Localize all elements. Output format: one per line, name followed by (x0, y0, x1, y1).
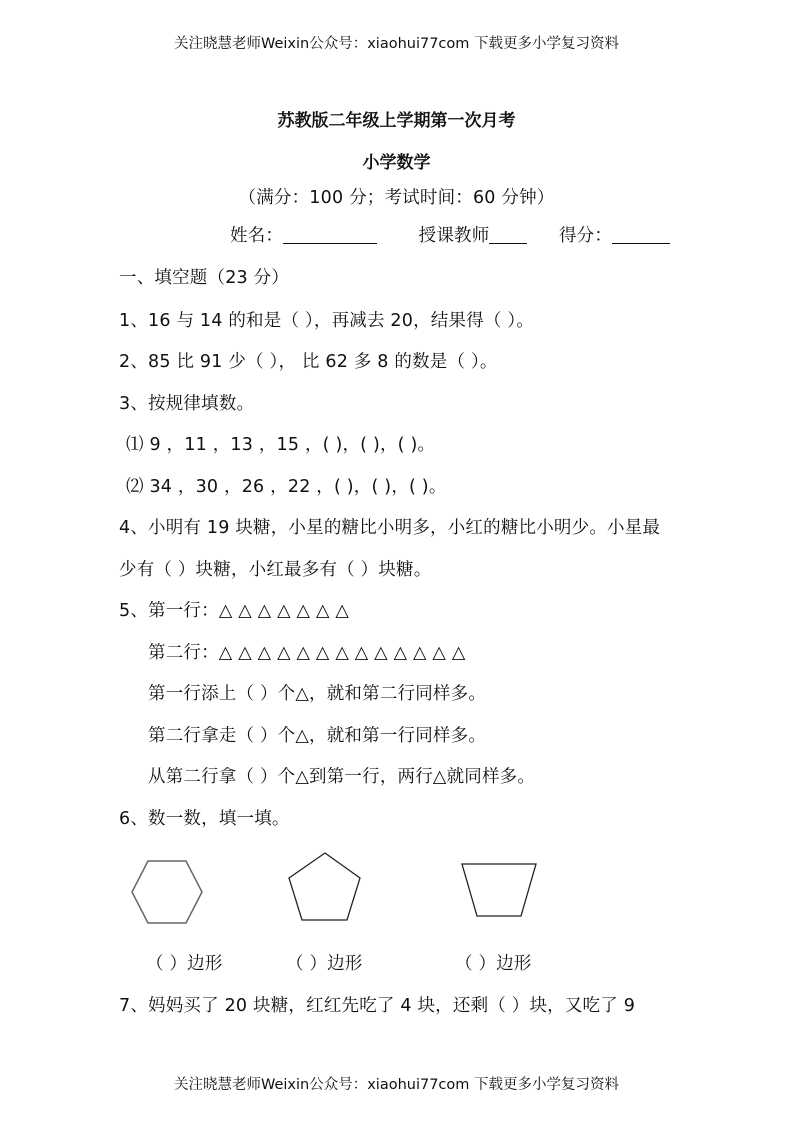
page-footer: 关注晓慧老师Weixin公众号：xiaohui77com 下载更多小学复习资料 (173, 1077, 620, 1093)
question-3: 3、按规律填数。 (119, 394, 255, 414)
section-heading: 一、填空题（23 分） (119, 268, 290, 288)
question-5-a: 第一行添上（ ）个△，就和第二行同样多。 (148, 684, 487, 704)
name-blank[interactable] (283, 225, 377, 244)
score-blank[interactable] (612, 225, 670, 244)
question-1: 1、16 与 14 的和是（ ），再减去 20，结果得（ ）。 (119, 311, 535, 331)
question-5-row2: 第二行：△ △ △ △ △ △ △ △ △ △ △ △ △ (148, 643, 466, 663)
name-label: 姓名： (230, 226, 284, 246)
question-3-1: ⑴ 9 ，11 ，13 ，15 ，( )，( )，( )。 (126, 435, 436, 455)
question-5-b: 第二行拿走（ ）个△，就和第一行同样多。 (148, 726, 487, 746)
question-5-row1: 5、第一行：△ △ △ △ △ △ △ (119, 601, 350, 621)
exam-info: （满分：100 分；考试时间：60 分钟） (238, 188, 555, 208)
student-info-row (230, 222, 670, 247)
question-6: 6、数一数，填一填。 (119, 809, 290, 829)
exam-subject: 小学数学 (362, 153, 431, 173)
pentagon-shape (288, 852, 362, 922)
page-header: 关注晓慧老师Weixin公众号：xiaohui77com 下载更多小学复习资料 (173, 36, 620, 52)
score-label: 得分： (558, 226, 613, 246)
question-6-answer-3: （ ）边形 (455, 954, 532, 974)
question-6-answer-1: （ ）边形 (146, 954, 223, 974)
teacher-blank[interactable] (489, 225, 527, 244)
question-4-line2: 少有（ ）块糖，小红最多有（ ）块糖。 (119, 560, 432, 580)
question-6-answer-2: （ ）边形 (286, 954, 363, 974)
hexagon-shape (130, 860, 204, 924)
teacher-label: 授课教师 (418, 226, 490, 246)
exam-title: 苏教版二年级上学期第一次月考 (277, 111, 516, 131)
question-2: 2、85 比 91 少（ ）， 比 62 多 8 的数是（ ）。 (119, 352, 498, 372)
question-5-c: 从第二行拿（ ）个△到第一行，两行△就同样多。 (148, 767, 536, 787)
question-4-line1: 4、小明有 19 块糖，小星的糖比小明多，小红的糖比小明少。小星最 (119, 518, 661, 538)
trapezoid-shape (461, 863, 537, 917)
question-7: 7、妈妈买了 20 块糖，红红先吃了 4 块，还剩（ ）块，又吃了 9 (119, 996, 636, 1016)
question-3-2: ⑵ 34 ，30 ，26 ，22 ，( )，( )，( )。 (126, 477, 447, 497)
